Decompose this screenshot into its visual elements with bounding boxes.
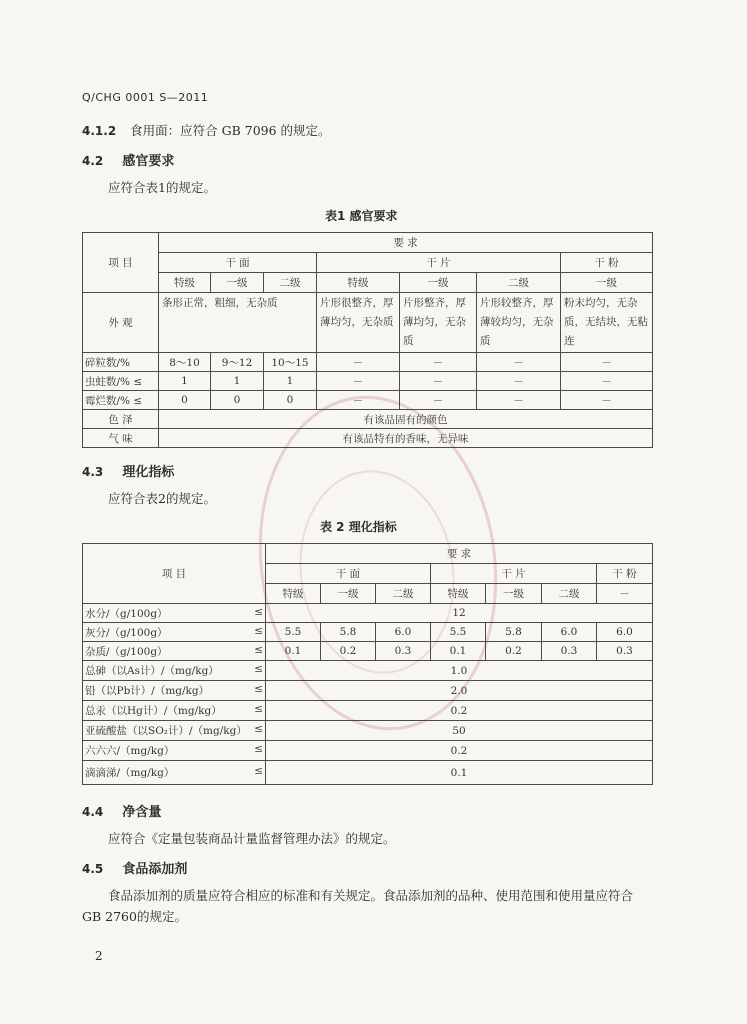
t2-cell: 5.5 <box>431 623 486 642</box>
t2-cell: 6.0 <box>542 623 597 642</box>
t1-insect-label: 虫蛀数/% ≤ <box>83 372 159 391</box>
t1-cell: 0 <box>264 391 317 410</box>
t2-requirement-header: 要 求 <box>266 544 653 564</box>
section-title: 食品添加剂 <box>122 862 188 877</box>
t2-cell: 5.5 <box>266 623 321 642</box>
t1-cell: 1 <box>264 372 317 391</box>
t1-cell: － <box>400 372 477 391</box>
t2-cell: 6.0 <box>376 623 431 642</box>
t1-grade: 特级 <box>159 273 211 293</box>
t2-mercury-value: 0.2 <box>266 701 653 721</box>
t1-cell: 1 <box>211 372 264 391</box>
t1-requirement-header: 要 求 <box>159 233 653 253</box>
t1-cell: － <box>317 372 400 391</box>
t1-cell: 10～15 <box>264 353 317 372</box>
t2-cell: 0.3 <box>376 642 431 661</box>
t2-cell: 0.2 <box>486 642 542 661</box>
t2-cell: 5.8 <box>321 623 376 642</box>
t2-hch-label: 六六六/（mg/kg） ≤ <box>83 741 266 761</box>
section-number: 4.4 <box>82 805 104 819</box>
t2-grade: 一级 <box>321 584 376 604</box>
t1-grade: 一级 <box>561 273 653 293</box>
t2-cell: 0.2 <box>321 642 376 661</box>
t1-group-dry-noodle: 干 面 <box>159 253 317 273</box>
section-4-2-heading <box>82 150 174 169</box>
t1-cell: 1 <box>159 372 211 391</box>
t2-lead-label: 铅（以Pb计）/（mg/kg） ≤ <box>83 681 266 701</box>
t1-appearance-powder: 粉末均匀，无杂质，无结块，无粘连 <box>561 293 653 353</box>
document-header: Q/CHG 0001 S—2011 <box>82 91 209 104</box>
t1-cell: － <box>561 391 653 410</box>
section-4-5-body-line1: 食品添加剂的质量应符合相应的标准和有关规定。食品添加剂的品种、使用范围和使用量应符合 <box>108 888 634 903</box>
t1-smell-label: 气 味 <box>83 429 159 448</box>
t2-ash-label: 灰分/（g/100g） ≤ <box>83 623 266 642</box>
section-4-1-2 <box>82 121 331 139</box>
section-title: 感官要求 <box>122 154 175 169</box>
t2-cell: 0.3 <box>597 642 653 661</box>
t2-sulfite-label: 亚硫酸盐（以SO₂计）/（mg/kg） ≤ <box>83 721 266 741</box>
section-4-3-heading <box>82 461 174 480</box>
section-title: 净含量 <box>122 805 162 820</box>
t1-cell: － <box>400 391 477 410</box>
t1-cell: 8～10 <box>159 353 211 372</box>
section-4-5-heading <box>82 858 187 877</box>
t1-cell: － <box>477 391 561 410</box>
section-4-2-body: 应符合表1的规定。 <box>108 180 216 195</box>
t2-grade: 特级 <box>431 584 486 604</box>
t1-color-label: 色 泽 <box>83 410 159 429</box>
table2-caption: 表 2 理化指标 <box>320 520 397 534</box>
t1-grade: 二级 <box>264 273 317 293</box>
t1-cell: － <box>561 353 653 372</box>
page-number: 2 <box>95 949 103 963</box>
t2-moisture-label: 水分/（g/100g） ≤ <box>83 604 266 623</box>
t2-arsenic-value: 1.0 <box>266 661 653 681</box>
t1-group-dry-powder: 干 粉 <box>561 253 653 273</box>
t2-ddt-value: 0.1 <box>266 761 653 785</box>
t2-cell: 0.1 <box>431 642 486 661</box>
section-4-3-body: 应符合表2的规定。 <box>108 491 216 506</box>
t2-cell: 6.0 <box>597 623 653 642</box>
t1-cell: 0 <box>159 391 211 410</box>
t1-grade: 一级 <box>400 273 477 293</box>
table1-caption: 表1 感官要求 <box>325 209 398 223</box>
sensory-requirements-table <box>82 232 653 448</box>
t1-cell: － <box>477 372 561 391</box>
t2-grade: 二级 <box>542 584 597 604</box>
t2-lead-value: 2.0 <box>266 681 653 701</box>
t1-item-header: 项 目 <box>83 233 159 293</box>
t2-cell: 0.3 <box>542 642 597 661</box>
t1-appearance-slice-2: 片形整齐，厚薄均匀，无杂质 <box>400 293 477 353</box>
t2-arsenic-label: 总砷（以As计）/（mg/kg） ≤ <box>83 661 266 681</box>
t1-appearance-slice-1: 片形很整齐，厚薄均匀，无杂质 <box>317 293 400 353</box>
t2-group-dry-powder: 干 粉 <box>597 564 653 584</box>
t1-smell-value: 有该品特有的香味，无异味 <box>159 429 653 448</box>
t1-color-value: 有该品固有的颜色 <box>159 410 653 429</box>
t1-cell: － <box>317 353 400 372</box>
section-number: 4.5 <box>82 862 104 876</box>
t2-sulfite-value: 50 <box>266 721 653 741</box>
section-number: 4.3 <box>82 465 104 479</box>
t1-appearance-slice-3: 片形较整齐，厚薄较均匀，无杂质 <box>477 293 561 353</box>
t2-hch-value: 0.2 <box>266 741 653 761</box>
t1-broken-label: 碎粒数/% <box>83 353 159 372</box>
t1-mold-label: 霉烂数/% ≤ <box>83 391 159 410</box>
t2-group-dry-slice: 干 片 <box>431 564 597 584</box>
t2-grade: 特级 <box>266 584 321 604</box>
section-4-4-body: 应符合《定量包装商品计量监督管理办法》的规定。 <box>108 831 396 846</box>
t1-appearance-noodle: 条形正常，粗细，无杂质 <box>159 293 317 353</box>
t1-cell: － <box>400 353 477 372</box>
t2-ddt-label: 滴滴涕/（mg/kg） ≤ <box>83 761 266 785</box>
section-number: 4.2 <box>82 154 104 168</box>
t2-group-dry-noodle: 干 面 <box>266 564 431 584</box>
section-4-4-heading <box>82 801 161 820</box>
t1-grade: 二级 <box>477 273 561 293</box>
t1-cell: 9～12 <box>211 353 264 372</box>
t1-grade: 一级 <box>211 273 264 293</box>
t2-cell: 5.8 <box>486 623 542 642</box>
t2-impurity-label: 杂质/（g/100g） ≤ <box>83 642 266 661</box>
section-number: 4.1.2 <box>82 124 117 138</box>
t2-mercury-label: 总汞（以Hg计）/（mg/kg） ≤ <box>83 701 266 721</box>
t1-appearance-label: 外 观 <box>83 293 159 353</box>
t2-item-header: 项 目 <box>83 544 266 604</box>
t1-cell: 0 <box>211 391 264 410</box>
t2-grade: 二级 <box>376 584 431 604</box>
t1-grade: 特级 <box>317 273 400 293</box>
t2-grade: － <box>597 584 653 604</box>
t1-cell: － <box>317 391 400 410</box>
physicochemical-table <box>82 543 653 785</box>
t1-group-dry-slice: 干 片 <box>317 253 561 273</box>
section-4-5-body-line2: GB 2760的规定。 <box>82 909 187 924</box>
t2-moisture-value: 12 <box>266 604 653 623</box>
t1-cell: － <box>561 372 653 391</box>
t1-cell: － <box>477 353 561 372</box>
section-title: 理化指标 <box>122 465 175 480</box>
t2-cell: 0.1 <box>266 642 321 661</box>
t2-grade: 一级 <box>486 584 542 604</box>
section-text: 食用面：应符合 GB 7096 的规定。 <box>130 123 331 138</box>
